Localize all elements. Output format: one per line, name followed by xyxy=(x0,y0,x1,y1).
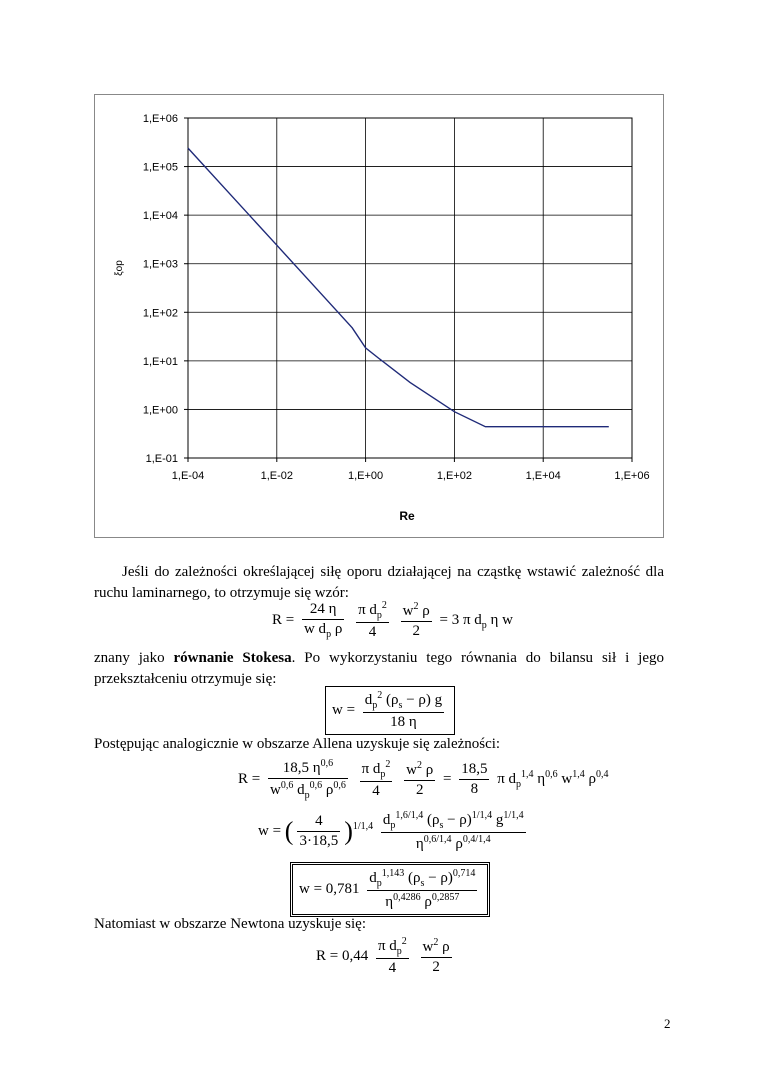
drag-coefficient-chart xyxy=(95,95,663,537)
y-tick-label: 1,E+03 xyxy=(142,258,178,271)
y-tick-label: 1,E+06 xyxy=(142,113,178,125)
y-tick-label: 1,E+05 xyxy=(142,161,178,174)
y-axis-label: ξop xyxy=(114,260,125,276)
equation-allen-velocity-final: w = 0,781 $\frac{d_p^{1,143} (\rho_s - \rho)^{0,714}}{\eta^{0,4286} \rho^{0,2857}}$ xyxy=(290,862,490,917)
paragraph-allen: Postępując analogicznie w obszarze Allena uzyskuje się zależności: xyxy=(94,736,501,752)
x-tick-label: 1,E+00 xyxy=(348,470,384,482)
x-tick-label: 1,E-02 xyxy=(260,470,294,482)
stokes-term: równanie Stokesa xyxy=(173,650,292,666)
equation-stokes-velocity: w = $\frac{d_p^2 (\rho_s - \rho) g}{18 \eta}$ xyxy=(325,686,455,735)
y-tick-label: 1,E+01 xyxy=(142,355,178,368)
equation-allen-velocity: w = ( $\frac{4}{3\cdot 18,5}$ )$^{1/1,4}$ $\frac{d_p^{1,6/1,4} (\rho_s - \rho)^{1/1,4} g^{1/1,4}}{\eta^{0,6/1,4} \rho^{0,4/1,4}}$ xyxy=(258,810,524,852)
y-tick-label: 1,E+04 xyxy=(142,210,178,223)
equation-stokes-force: R = $\frac{24 \eta}{w d_p \rho}$ $\frac{\pi d_p^2}{4}$ $\frac{w^2 \rho}{2}$ = 3 π $d_p$ η w xyxy=(272,600,513,640)
paragraph-laminar: Jeśli do zależności określającej siłę oporu działającej na cząstkę wstawić zależność dla ruchu laminarnego, to otrzymuje się wzór: xyxy=(94,564,664,601)
y-tick-label: 1,E-01 xyxy=(145,453,178,465)
paragraph-newton: Natomiast w obszarze Newtona uzyskuje się: xyxy=(94,916,366,932)
x-tick-label: 1,E+02 xyxy=(436,470,472,482)
page-number: 2 xyxy=(664,1016,671,1031)
plot-area xyxy=(188,118,632,458)
equation-newton-force: R = 0,44 $\frac{\pi d_p^2}{4}$ $\frac{w^2 \rho}{2}$ xyxy=(316,936,450,976)
x-axis-label: Re xyxy=(399,509,415,523)
y-tick-label: 1,E+02 xyxy=(142,307,178,320)
equation-allen-force: R = $\frac{18,5 \eta^{0,6}}{w^{0,6} d_p^{0,6} \rho^{0,6}}$ $\frac{\pi d_p^2}{4}$ $\frac{w^2 \rho}{2}$ = $\frac{18,5}{8}$ π $d_p^{1,4}$ $\eta^{0,6}$ $w^{1,4}$ $\rho^{0,4}$ xyxy=(238,758,609,801)
paragraph-stokes: znany jako równanie Stokesa. Po wykorzystaniu tego równania do bilansu sił i jego przekształceniu otrzymuje się: xyxy=(94,650,664,687)
y-tick-label: 1,E+00 xyxy=(142,404,178,417)
chart-frame xyxy=(94,94,664,538)
x-tick-label: 1,E+06 xyxy=(614,470,650,482)
x-tick-label: 1,E-04 xyxy=(171,470,205,482)
x-tick-label: 1,E+04 xyxy=(525,470,561,482)
